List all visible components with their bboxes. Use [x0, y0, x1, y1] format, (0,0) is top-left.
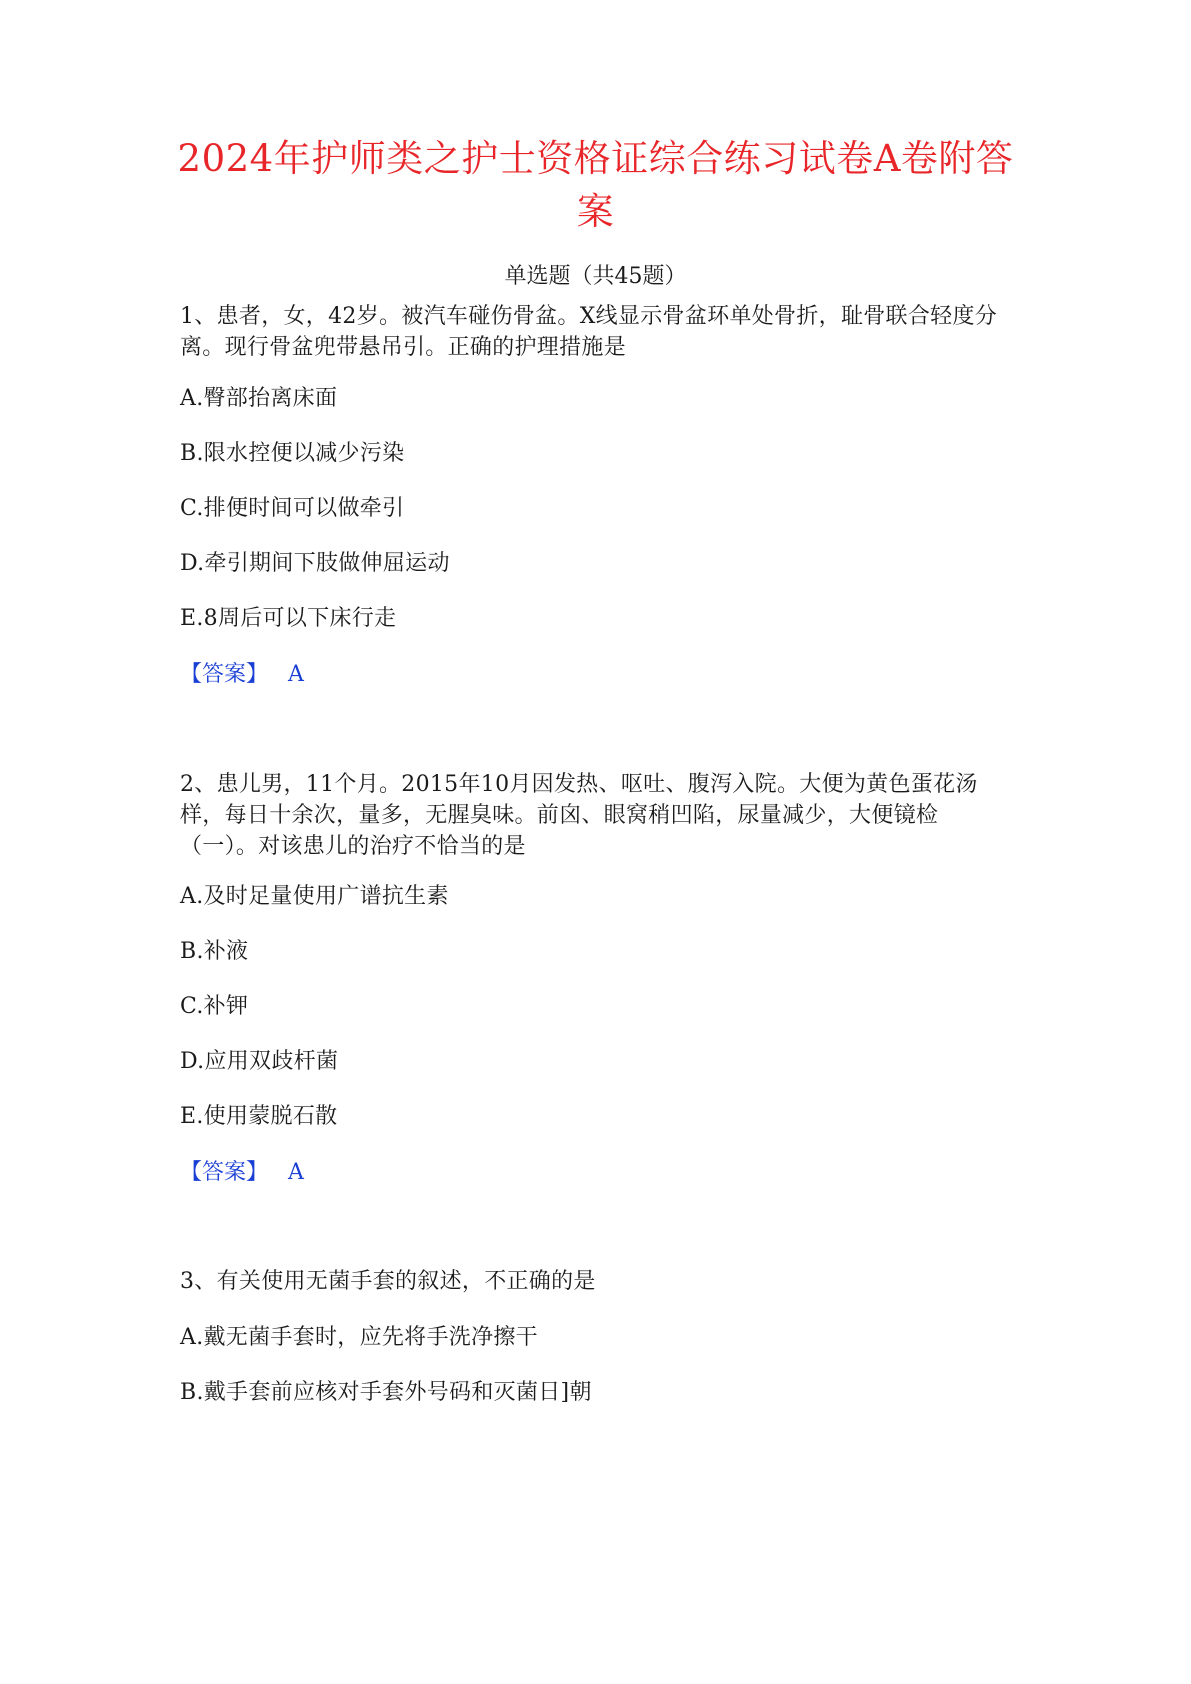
question-2-stem: 2、患儿男，11个月。2015年10月因发热、呕吐、腹泻入院。大便为黄色蛋花汤样，每日十余次，量多，无腥臭味。前囟、眼窝稍凹陷，尿量减少，大便镜检（一）。对该患儿的治疗不恰当的是 [180, 772, 978, 859]
question-2-option-e: E.使用蒙脱石散 [180, 1104, 338, 1129]
question-2-option-b: B.补液 [180, 939, 249, 964]
question-2-option-c: C.补钾 [180, 994, 249, 1019]
question-1-answer [180, 660, 304, 690]
question-1-stem: 1、患者，女，42岁。被汽车碰伤骨盆。X线显示骨盆环单处骨折，耻骨联合轻度分离。现行骨盆兜带悬吊引。正确的护理措施是 [180, 304, 998, 360]
document-title: 2024年护师类之护士资格证综合练习试卷A卷附答案 [177, 137, 1014, 233]
question-1-option-a: A.臀部抬离床面 [180, 386, 338, 411]
question-1-option-e: E.8周后可以下床行走 [180, 606, 397, 631]
answer-label: 【答案】 [180, 662, 269, 687]
question-1-option-c: C.排便时间可以做牵引 [180, 496, 405, 521]
answer-value: A [288, 1160, 304, 1185]
answer-value: A [288, 662, 304, 687]
question-1-option-d: D.牵引期间下肢做伸屈运动 [180, 551, 450, 576]
section-title: 单选题（共45题） [504, 264, 687, 289]
question-3-option-b: B.戴手套前应核对手套外号码和灭菌日]朝 [180, 1380, 592, 1405]
question-2-answer [180, 1158, 304, 1188]
question-3-stem: 3、有关使用无菌手套的叙述，不正确的是 [180, 1269, 596, 1294]
answer-label: 【答案】 [180, 1160, 269, 1185]
question-2-option-d: D.应用双歧杆菌 [180, 1049, 339, 1074]
question-1-option-b: B.限水控便以减少污染 [180, 441, 405, 466]
question-3-option-a: A.戴无菌手套时，应先将手洗净擦干 [180, 1325, 538, 1350]
question-2-option-a: A.及时足量使用广谱抗生素 [180, 884, 449, 909]
